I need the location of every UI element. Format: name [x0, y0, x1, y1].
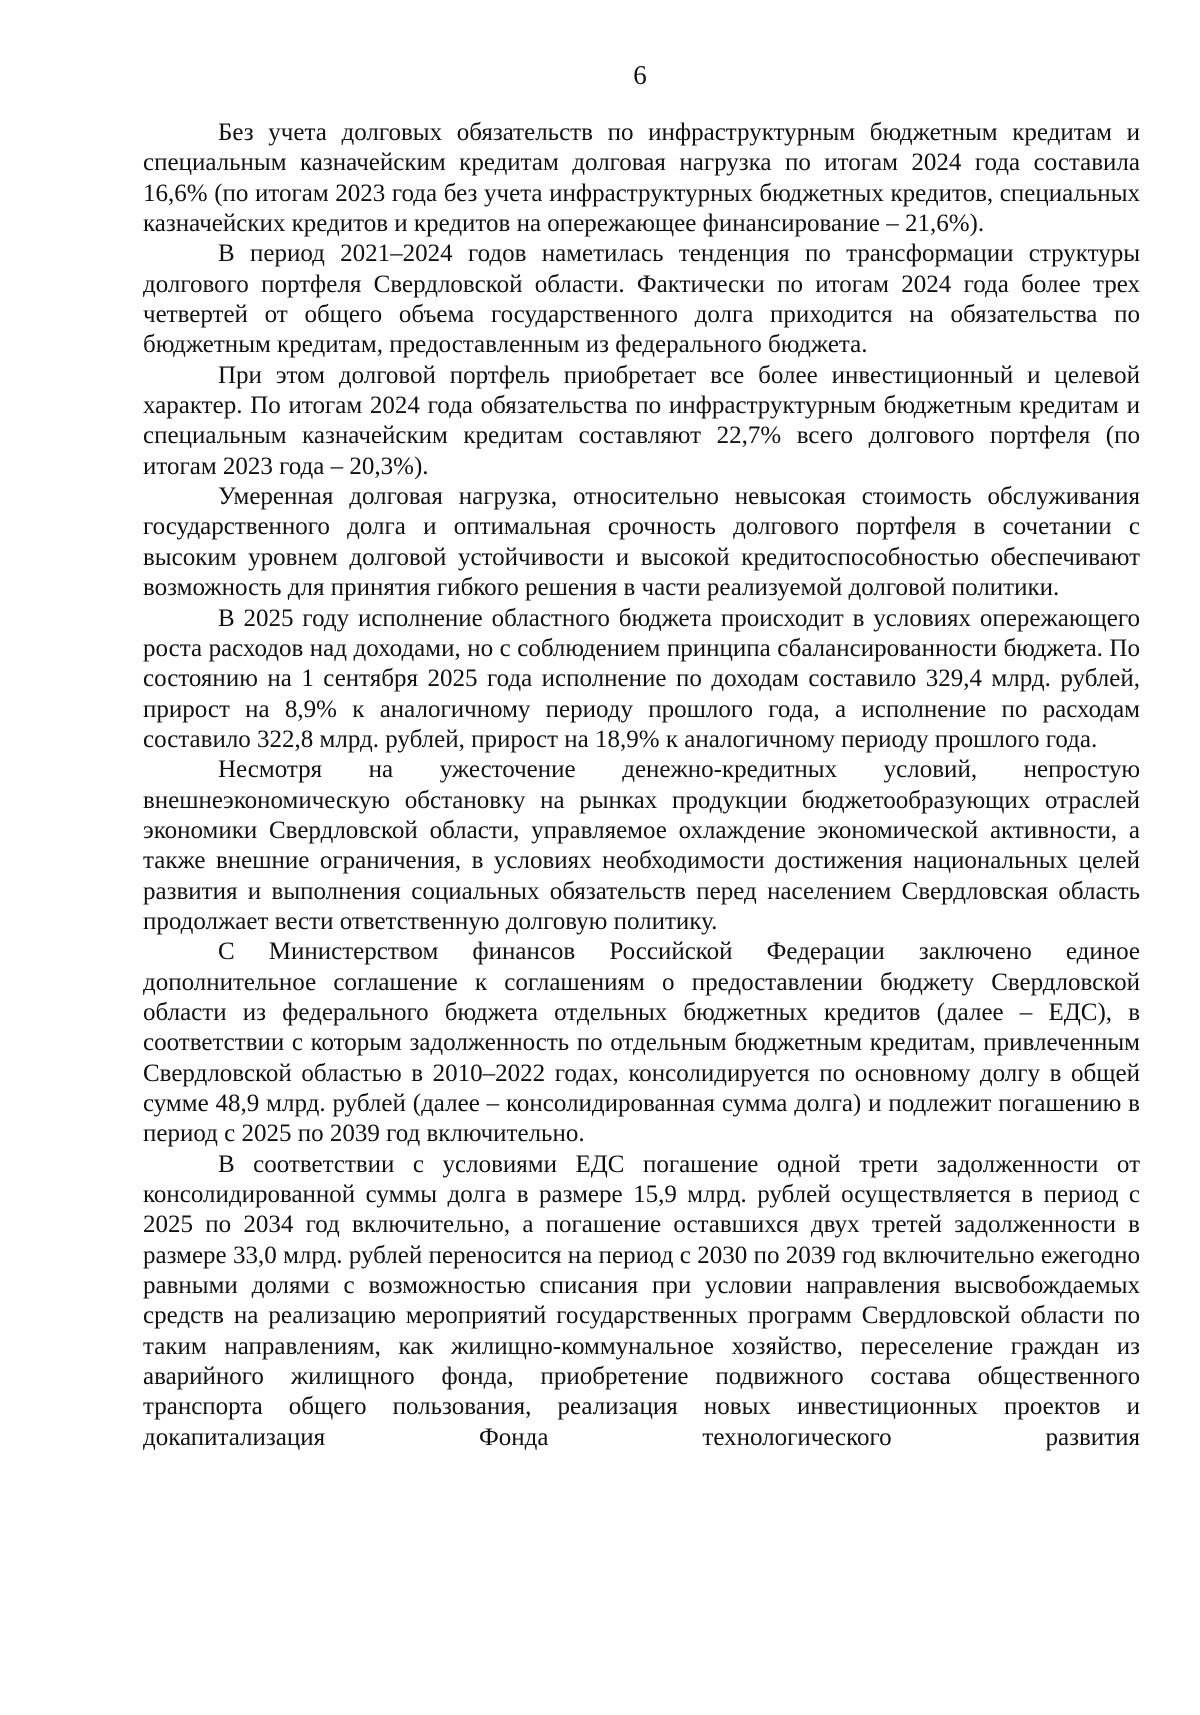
page-number: 6: [633, 60, 647, 90]
paragraph-portfolio-structure: В период 2021–2024 годов наметилась тенденция по трансформации структуры долгового портфеля Свердловской области. Фактически по итогам 2024 года более трех четвертей от общего объема государственного долга приходится на обязательства по бюджетным кредитам, предоставленным из федерального бюджета.: [143, 240, 1140, 359]
paragraph-eds-repayment-terms: В соответствии с условиями ЕДС погашение одной трети задолженности от консолидированной суммы долга в размере 15,9 млрд. рублей осуществляется в период с 2025 по 2034 год включительно, а погашение оставшихся двух третей задолженности в размере 33,0 млрд. рублей переносится на период с 2030 по 2039 год включительно ежегодно равными долями с возможностью списания при условии направления высвобождаемых средств на реализацию мероприятий государственных программ Свердловской области по таким направлениям, как жилищно-коммунальное хозяйство, переселение граждан из аварийного жилищного фонда, приобретение подвижного состава общественного транспорта общего пользования, реализация новых инвестиционных проектов и докапитализация Фонда технологического развития: [143, 1150, 1140, 1451]
paragraph-responsible-debt-policy: Несмотря на ужесточение денежно-кредитных условий, непростую внешнеэкономическую обстановку на рынках продукции бюджетообразующих отраслей экономики Свердловской области, управляемое охлаждение экономической активности, а также внешние ограничения, в условиях необходимости достижения национальных целей развития и выполнения социальных обязательств перед населением Свердловская область продолжает вести ответственную долговую политику.: [143, 756, 1140, 935]
document-body: [143, 118, 1140, 1453]
paragraph-eds-agreement: С Министерством финансов Российской Федерации заключено единое дополнительное соглашение к соглашениям о предоставлении бюджету Свердловской области из федерального бюджета отдельных бюджетных кредитов (далее – ЕДС), в соответствии с которым задолженность по отдельным бюджетным кредитам, привлеченным Свердловской областью в 2010–2022 годах, консолидируется по основному долгу в общей сумме 48,9 млрд. рублей (далее – консолидированная сумма долга) и подлежит погашению в период с 2025 по 2039 год включительно.: [143, 938, 1140, 1148]
paragraph-investment-character: При этом долговой портфель приобретает все более инвестиционный и целевой характер. По итогам 2024 года обязательства по инфраструктурным бюджетным кредитам и специальным казначейским кредитам составляют 22,7% всего долгового портфеля (по итогам 2023 года – 20,3%).: [143, 361, 1140, 480]
paragraph-budget-execution-2025: В 2025 году исполнение областного бюджета происходит в условиях опережающего роста расходов над доходами, но с соблюдением принципа сбалансированности бюджета. По состоянию на 1 сентября 2025 года исполнение по доходам составило 329,4 млрд. рублей, прирост на 8,9% к аналогичному периоду прошлого года, а исполнение по расходам составило 322,8 млрд. рублей, прирост на 18,9% к аналогичному периоду прошлого года.: [143, 604, 1140, 753]
paragraph-moderate-debt-load: Умеренная долговая нагрузка, относительно невысокая стоимость обслуживания государственного долга и оптимальная срочность долгового портфеля в сочетании с высоким уровнем долговой устойчивости и высокой кредитоспособностью обеспечивают возможность для принятия гибкого решения в части реализуемой долговой политики.: [143, 483, 1140, 602]
paragraph-debt-load-2024: Без учета долговых обязательств по инфраструктурным бюджетным кредитам и специальным казначейским кредитам долговая нагрузка по итогам 2024 года составила 16,6% (по итогам 2023 года без учета инфраструктурных бюджетных кредитов, специальных казначейских кредитов и кредитов на опережающее финансирование – 21,6%).: [143, 119, 1140, 238]
